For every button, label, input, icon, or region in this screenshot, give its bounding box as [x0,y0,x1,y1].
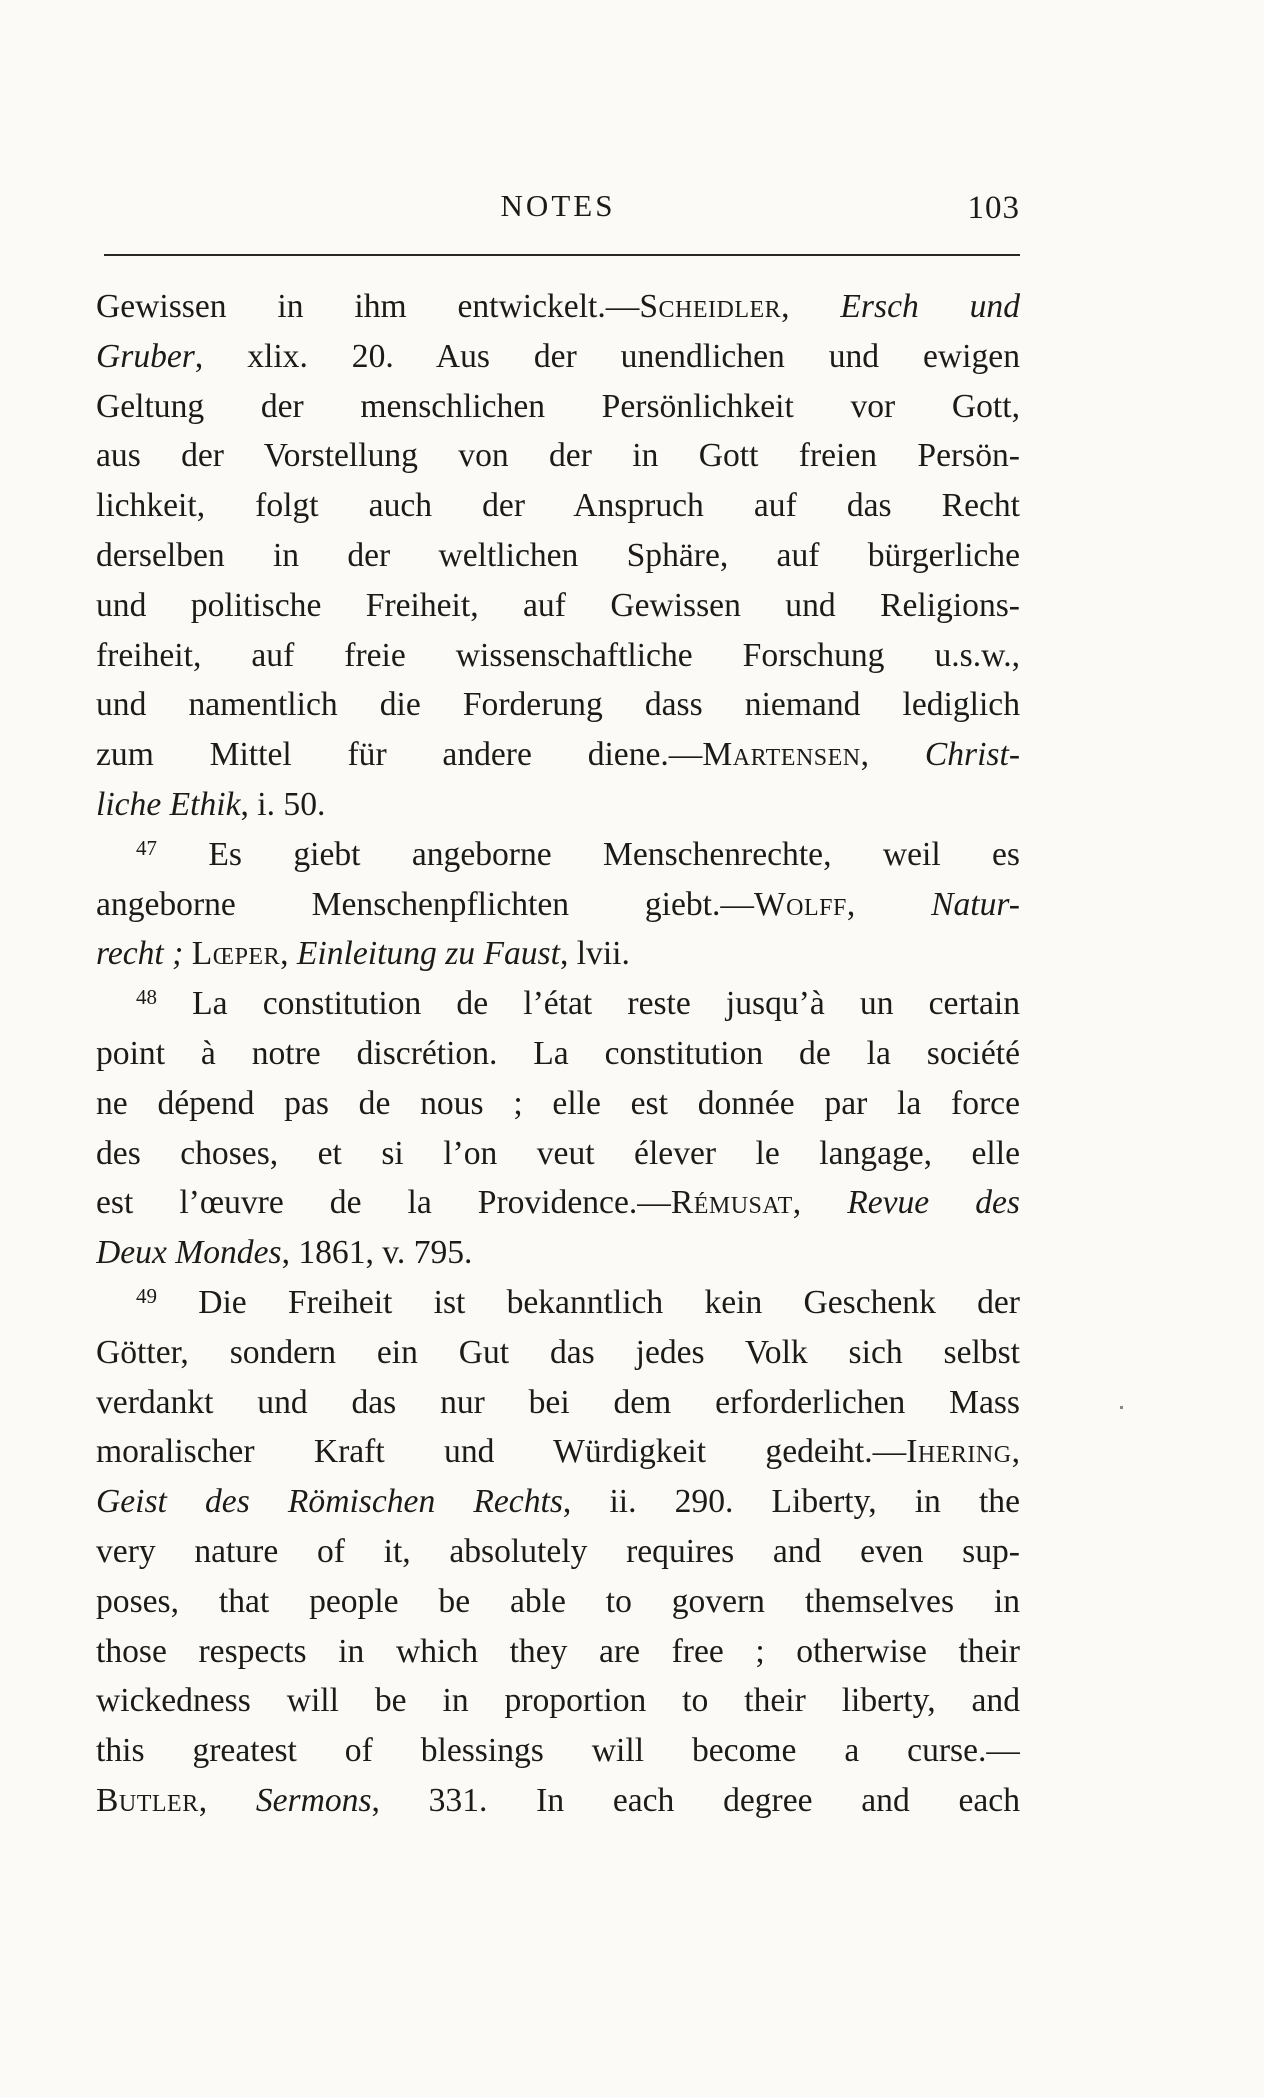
print-speck [1120,1406,1123,1409]
text-line: very nature of it, absolutely requires and even sup- [96,1532,1020,1570]
text-line: Geltung der menschlichen Persönlichkeit vor Gott, [96,387,1020,425]
text-line: point à notre discrétion. La constitution de la société [96,1034,1020,1072]
work-title: Christ- [924,736,1020,774]
text-line: Gruber, xlix. 20. Aus der unendlichen und ewigen [96,337,1020,375]
text-line: Götter, sondern ein Gut das jedes Volk sich selbst [96,1333,1020,1371]
work-title: Gruber [96,337,195,375]
text-line: verdankt und das nur bei dem erforderlichen Mass [96,1383,1020,1421]
text-line: des choses, et si l’on veut élever le langage, elle [96,1134,1020,1172]
work-title: recht ; [96,935,184,973]
text-line: this greatest of blessings will become a curse.— [96,1732,1020,1770]
text-line: derselben in der weltlichen Sphäre, auf bürgerliche [96,536,1020,574]
work-title: Deux Mondes [96,1234,282,1272]
text-line: $^{48}$ La constitution de l’état reste jusqu’à un certain [136,985,1020,1023]
work-title: liche Ethik [96,785,241,823]
header-rule [104,254,1020,256]
text-line: Deux Mondes, 1861, v. 795. [96,1234,473,1272]
text-line: $^{49}$ Die Freiheit ist bekanntlich kein Geschenk der [136,1283,1020,1321]
text-line: recht ; Lœper, Einleitung zu Faust, lvii. [96,935,630,973]
text-line: aus der Vorstellung von der in Gott freien Persön- [96,437,1020,475]
page-number: 103 [967,190,1020,226]
text-line: Butler, Sermons, 331. In each degree and each [96,1781,1020,1819]
text-line: $^{47}$ Es giebt angeborne Menschenrechte, weil es [136,835,1020,873]
text-line: und politische Freiheit, auf Gewissen und Religions- [96,586,1020,624]
author-name: Lœper [191,935,281,973]
author-name: Scheidler [639,288,782,325]
note-number: 47 [136,835,157,860]
text-line: freiheit, auf freie wissenschaftliche Forschung u.s.w., [96,636,1020,674]
author-name: Wolff [753,885,847,923]
work-title: Einleitung zu Faust [296,935,560,973]
work-title: Revue des [847,1184,1020,1222]
author-name: Rémusat [670,1184,793,1222]
text-line: lichkeit, folgt auch der Anspruch auf das Recht [96,487,1020,525]
text-line: angeborne Menschenpflichten giebt.—Wolff, Natur- [96,885,1020,923]
text-line: Gewissen in ihm entwickelt.—Scheidler, Ersch und [96,288,1020,325]
author-name: Martensen [702,736,861,774]
text-line: ne dépend pas de nous ; elle est donnée par la force [96,1084,1020,1122]
text-line: Geist des Römischen Rechts, ii. 290. Liberty, in the [96,1483,1020,1521]
work-title: Natur- [931,885,1020,923]
text-line: und namentlich die Forderung dass niemand lediglich [96,686,1020,724]
running-title: NOTES [500,188,616,223]
author-name: Butler [96,1781,199,1819]
work-title: Ersch und [840,288,1020,325]
note-number: 49 [136,1283,157,1308]
text-line: poses, that people be able to govern themselves in [96,1582,1020,1620]
note-number: 48 [136,985,157,1010]
work-title: Sermons [255,1781,372,1819]
text-line: liche Ethik, i. 50. [96,785,326,823]
text-line: moralischer Kraft und Würdigkeit gedeiht.—Ihering, [96,1433,1020,1471]
work-title: Geist des Römischen Rechts [96,1483,563,1521]
author-name: Ihering [906,1433,1012,1471]
text-line: those respects in which they are free ; otherwise their [96,1632,1020,1670]
text-line: est l’œuvre de la Providence.—Rémusat, Revue des [96,1184,1020,1222]
notes-text [96,282,1020,1826]
text-line: wickedness will be in proportion to their liberty, and [96,1682,1020,1720]
text-line: zum Mittel für andere diene.—Martensen, Christ- [96,736,1020,774]
running-head [96,188,1020,234]
